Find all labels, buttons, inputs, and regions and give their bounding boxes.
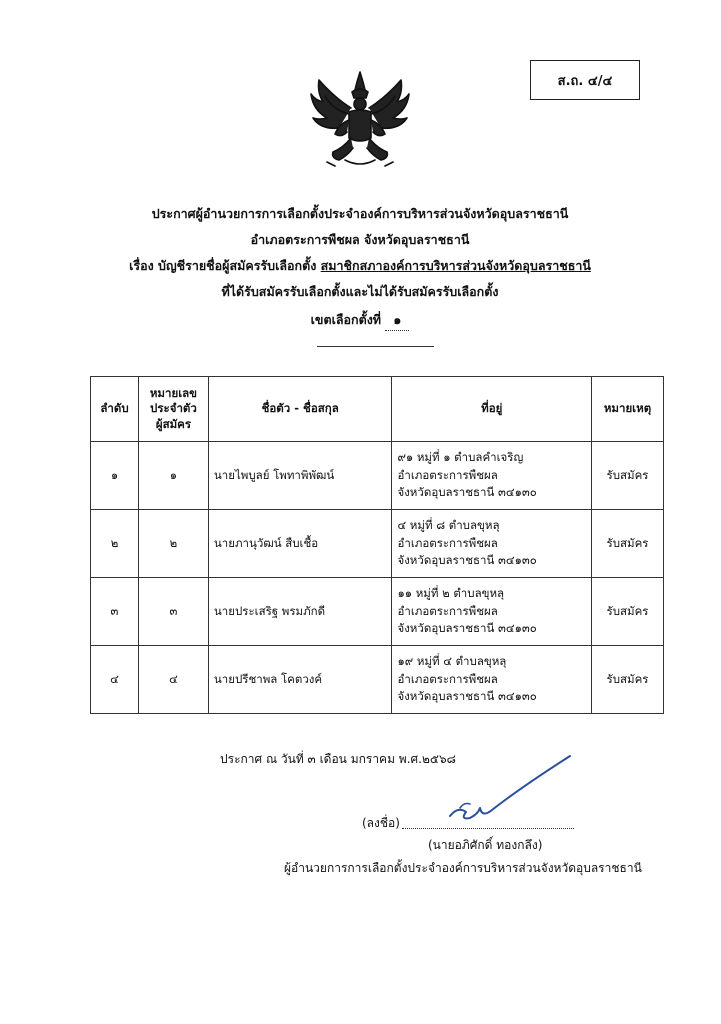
row-address bbox=[392, 442, 592, 510]
handwritten-signature bbox=[430, 748, 580, 828]
announcement-heading-4: ที่ได้รับสมัครรับเลือกตั้งและไม่ได้รับสมัครรับเลือกตั้ง bbox=[221, 284, 499, 299]
row-remark: รับสมัคร bbox=[592, 442, 664, 510]
heading-divider bbox=[317, 346, 434, 347]
form-code-box bbox=[530, 60, 640, 100]
address-line: ๙๑ หมู่ที่ ๑ ตำบลคำเจริญ bbox=[397, 449, 524, 464]
table-row bbox=[91, 646, 664, 714]
header-name: ชื่อตัว - ชื่อสกุล bbox=[208, 377, 392, 442]
announcement-heading-2: อำเภอตระการพืชผล จังหวัดอุบลราชธานี bbox=[250, 232, 470, 247]
zone-number: ๑ bbox=[385, 310, 409, 331]
zone-label: เขตเลือกตั้งที่ bbox=[310, 312, 382, 327]
address-line: อำเภอตระการพืชผล bbox=[397, 603, 498, 618]
address-line: อำเภอตระการพืชผล bbox=[397, 671, 498, 686]
announcement-heading-1: ประกาศผู้อำนวยการการเลือกตั้งประจำองค์การบริหารส่วนจังหวัดอุบลราชธานี bbox=[151, 206, 569, 221]
address-line: จังหวัดอุบลราชธานี ๓๔๑๓๐ bbox=[397, 621, 537, 636]
row-order: ๔ bbox=[91, 646, 139, 714]
candidate-table bbox=[90, 376, 664, 714]
row-address bbox=[392, 646, 592, 714]
header-number bbox=[138, 377, 208, 442]
row-name: นายประเสริฐ พรมภักดี bbox=[208, 578, 392, 646]
row-name: นายปรีชาพล โคตวงค์ bbox=[208, 646, 392, 714]
garuda-emblem-icon bbox=[305, 68, 415, 174]
table-row bbox=[91, 578, 664, 646]
address-line: จังหวัดอุบลราชธานี ๓๔๑๓๐ bbox=[397, 689, 537, 704]
row-number: ๓ bbox=[138, 578, 208, 646]
row-remark: รับสมัคร bbox=[592, 510, 664, 578]
header-address: ที่อยู่ bbox=[392, 377, 592, 442]
row-name: นายภานุวัฒน์ สืบเชื้อ bbox=[208, 510, 392, 578]
subject-underlined: สมาชิกสภาองค์การบริหารส่วนจังหวัดอุบลราชธานี bbox=[320, 258, 591, 273]
address-line: อำเภอตระการพืชผล bbox=[397, 535, 498, 550]
address-line: ๔ หมู่ที่ ๘ ตำบลขุหลุ bbox=[397, 517, 500, 532]
row-number: ๔ bbox=[138, 646, 208, 714]
address-line: ๑๑ หมู่ที่ ๒ ตำบลขุหลุ bbox=[397, 585, 505, 600]
address-line: อำเภอตระการพืชผล bbox=[397, 467, 498, 482]
header-remark: หมายเหตุ bbox=[592, 377, 664, 442]
header-order: ลำดับ bbox=[91, 377, 139, 442]
row-number: ๒ bbox=[138, 510, 208, 578]
election-zone bbox=[60, 310, 660, 331]
row-remark: รับสมัคร bbox=[592, 646, 664, 714]
row-order: ๓ bbox=[91, 578, 139, 646]
row-order: ๑ bbox=[91, 442, 139, 510]
signatory-name: (นายอภิศักดิ์ ทองกลึง) bbox=[428, 838, 543, 852]
row-address bbox=[392, 510, 592, 578]
row-name: นายไพบูลย์ โพทาพิพัฒน์ bbox=[208, 442, 392, 510]
header-number-line: ประจำตัว bbox=[150, 401, 197, 416]
announcement-subject bbox=[60, 256, 660, 276]
table-row bbox=[91, 510, 664, 578]
form-code: ส.ถ. ๔/๔ bbox=[557, 73, 613, 89]
address-line: จังหวัดอุบลราชธานี ๓๔๑๓๐ bbox=[397, 485, 537, 500]
row-number: ๑ bbox=[138, 442, 208, 510]
subject-prefix: เรื่อง บัญชีรายชื่อผู้สมัครรับเลือกตั้ง bbox=[129, 258, 317, 273]
row-remark: รับสมัคร bbox=[592, 578, 664, 646]
header-number-line: ผู้สมัคร bbox=[155, 416, 192, 431]
address-line: จังหวัดอุบลราชธานี ๓๔๑๓๐ bbox=[397, 553, 537, 568]
signature-label: (ลงชื่อ) bbox=[362, 816, 400, 830]
row-address bbox=[392, 578, 592, 646]
row-order: ๒ bbox=[91, 510, 139, 578]
header-number-line: หมายเลข bbox=[149, 385, 198, 400]
signatory-title: ผู้อำนวยการการเลือกตั้งประจำองค์การบริหารส่วนจังหวัดอุบลราชธานี bbox=[284, 861, 642, 875]
announcement-date: ประกาศ ณ วันที่ ๓ เดือน มกราคม พ.ศ.๒๕๖๘ bbox=[220, 752, 456, 766]
table-row bbox=[91, 442, 664, 510]
address-line: ๑๙ หมู่ที่ ๔ ตำบลขุหลุ bbox=[397, 653, 507, 668]
signature-line bbox=[402, 828, 574, 829]
table-header-row bbox=[91, 377, 664, 442]
